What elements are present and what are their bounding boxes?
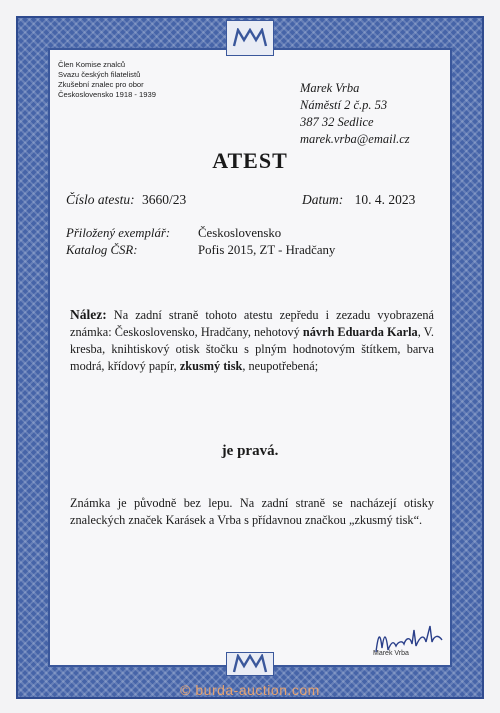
specimen-label: Přiložený exemplář: (66, 226, 171, 240)
address-email: marek.vrba@email.cz (300, 132, 410, 146)
monogram-logo-top (226, 20, 274, 56)
certificate-number-row (66, 192, 186, 208)
catalog-label: Katalog ČSR: (66, 243, 138, 257)
note-text: Známka je původně bez lepu. Na zadní straně se nacházejí otisky znaleckých značek Karásek a Vrba s přídavnou značkou (70, 496, 434, 527)
date-label: Datum: (302, 192, 344, 207)
note-text-quote: „zkusmý tisk“. (349, 513, 423, 527)
committee-block (58, 60, 156, 100)
address-street: Náměstí 2 č.p. 53 (300, 98, 388, 112)
document-title: ATEST (212, 148, 288, 173)
catalog-value: Pofis 2015, ZT - Hradčany (198, 243, 336, 257)
finding-text: Na zadní straně tohoto atestu zepředu i zezadu vyobrazená známka: Československo, Hradčany, nehotový (70, 308, 434, 339)
certificate-number-value: 3660/23 (142, 192, 187, 207)
address-city: 387 32 Sedlice (300, 115, 374, 129)
specimen-value: Československo (198, 226, 282, 240)
address-name: Marek Vrba (300, 81, 360, 95)
note-paragraph (70, 495, 434, 529)
date-value: 10. 4. 2023 (354, 192, 416, 207)
verdict: je pravá. (221, 443, 279, 459)
catalog-row (66, 243, 137, 258)
date-row (302, 192, 415, 208)
committee-line: Československo 1918 - 1939 (58, 90, 156, 99)
finding-bold-design: návrh Eduarda Karla (302, 325, 418, 339)
monogram-logo-bottom (226, 652, 274, 676)
certificate-number-label: Číslo atestu: (66, 192, 135, 207)
auction-watermark: © burda-auction.com (180, 682, 320, 698)
finding-label: Nález: (70, 307, 107, 322)
mv-monogram-icon (232, 28, 268, 48)
finding-text: , neupotřebená; (242, 359, 319, 373)
mv-monogram-icon (232, 654, 268, 674)
committee-line: Zkušební znalec pro obor (58, 80, 144, 89)
finding-bold-proof: zkusmý tisk (179, 359, 243, 373)
finding-paragraph (70, 306, 434, 375)
committee-line: Člen Komise znalců (58, 60, 126, 69)
signer-name: Marek Vrba (373, 650, 409, 657)
specimen-row (66, 226, 170, 241)
finding-text: , V. kresba, knihtiskový otisk štočku s plným hodnotovým štítkem, barva modrá, křídový papír, (70, 325, 434, 373)
committee-line: Svazu českých filatelistů (58, 70, 141, 79)
expert-address (300, 80, 410, 148)
